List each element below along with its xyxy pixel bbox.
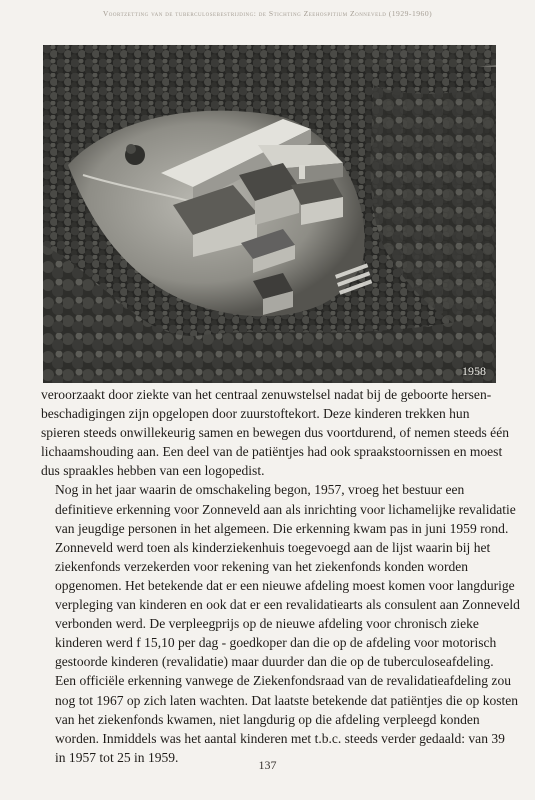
text-line: Een officiële erkenning vanwege de Ziekenfondsraad van de revalidatieafdeling zou	[55, 673, 511, 689]
aerial-photograph	[43, 45, 496, 383]
text-line: lichaamshouding aan. Een deel van de patiëntjes had ook spraakstoornissen en moest	[41, 444, 503, 460]
text-line: kinderen werd f 15,10 per dag - goedkoper dan die op de afdeling voor motorisch	[55, 635, 497, 651]
text-line: verpleging van kinderen en ook dat er een revalidatiearts als consulent aan Zonneveld	[55, 597, 520, 613]
text-line: veroorzaakt door ziekte van het centraal zenuwstelsel nadat bij de geboorte hersen-	[41, 387, 492, 402]
text-line: worden. Inmiddels was het aantal kinderen met t.b.c. steeds verder gedaald: van 39	[55, 730, 505, 746]
paragraph-2	[41, 480, 520, 766]
page-number: 137	[258, 758, 277, 772]
text-line: opgenomen. Het betekende dat er een nieuwe afdeling moest komen voor langdurige	[55, 577, 515, 593]
text-line: ziekenfonds verzekerden voor rekening van het ziekenfonds konden worden	[55, 558, 469, 574]
text-line: nog tot 1967 op zich laten wachten. Dat laatste betekende dat patiëntjes die op kosten	[55, 692, 519, 708]
text-line: dus spraakles hebben van een logopedist.	[41, 463, 265, 479]
text-line: van jeugdige personen in het algemeen. Die erkenning kwam pas in juni 1959 rond.	[55, 520, 509, 536]
running-header: Voortzetting van de tuberculosebestrijding: de Stichting Zeehospitium Zonneveld (1929-1960)	[102, 9, 433, 18]
text-line: beschadigingen zijn opgelopen door zuurstoftekort. Deze kinderen trekken hun	[41, 406, 470, 422]
text-line: definitieve erkenning voor Zonneveld aan als inrichting voor lichamelijke revalidatie	[55, 501, 516, 517]
text-line: verbonden werd. De verpleegprijs op de nieuwe afdeling voor chronisch zieke	[55, 616, 479, 632]
paragraph-1	[41, 385, 509, 480]
text-line: in 1957 tot 25 in 1959.	[55, 749, 179, 765]
text-line: van het ziekenfonds kwamen, niet langdurig op die afdeling verpleegd konden	[55, 711, 480, 727]
photo-year-label: 1958	[462, 364, 486, 378]
text-line: gestoorde kinderen (revalidatie) maar duurder dan die op de tuberculoseafdeling.	[55, 654, 494, 670]
text-line: Nog in het jaar waarin de omschakeling begon, 1957, vroeg het bestuur een	[55, 482, 465, 498]
text-line: spieren steeds onwillekeurig samen en bewegen dus voortdurend, of nemen steeds één	[41, 425, 509, 441]
body-text	[41, 385, 520, 767]
aerial-photo-illustration	[43, 45, 496, 383]
text-line: Zonneveld werd toen als kinderziekenhuis toegevoegd aan de lijst waarin bij het	[55, 539, 491, 555]
